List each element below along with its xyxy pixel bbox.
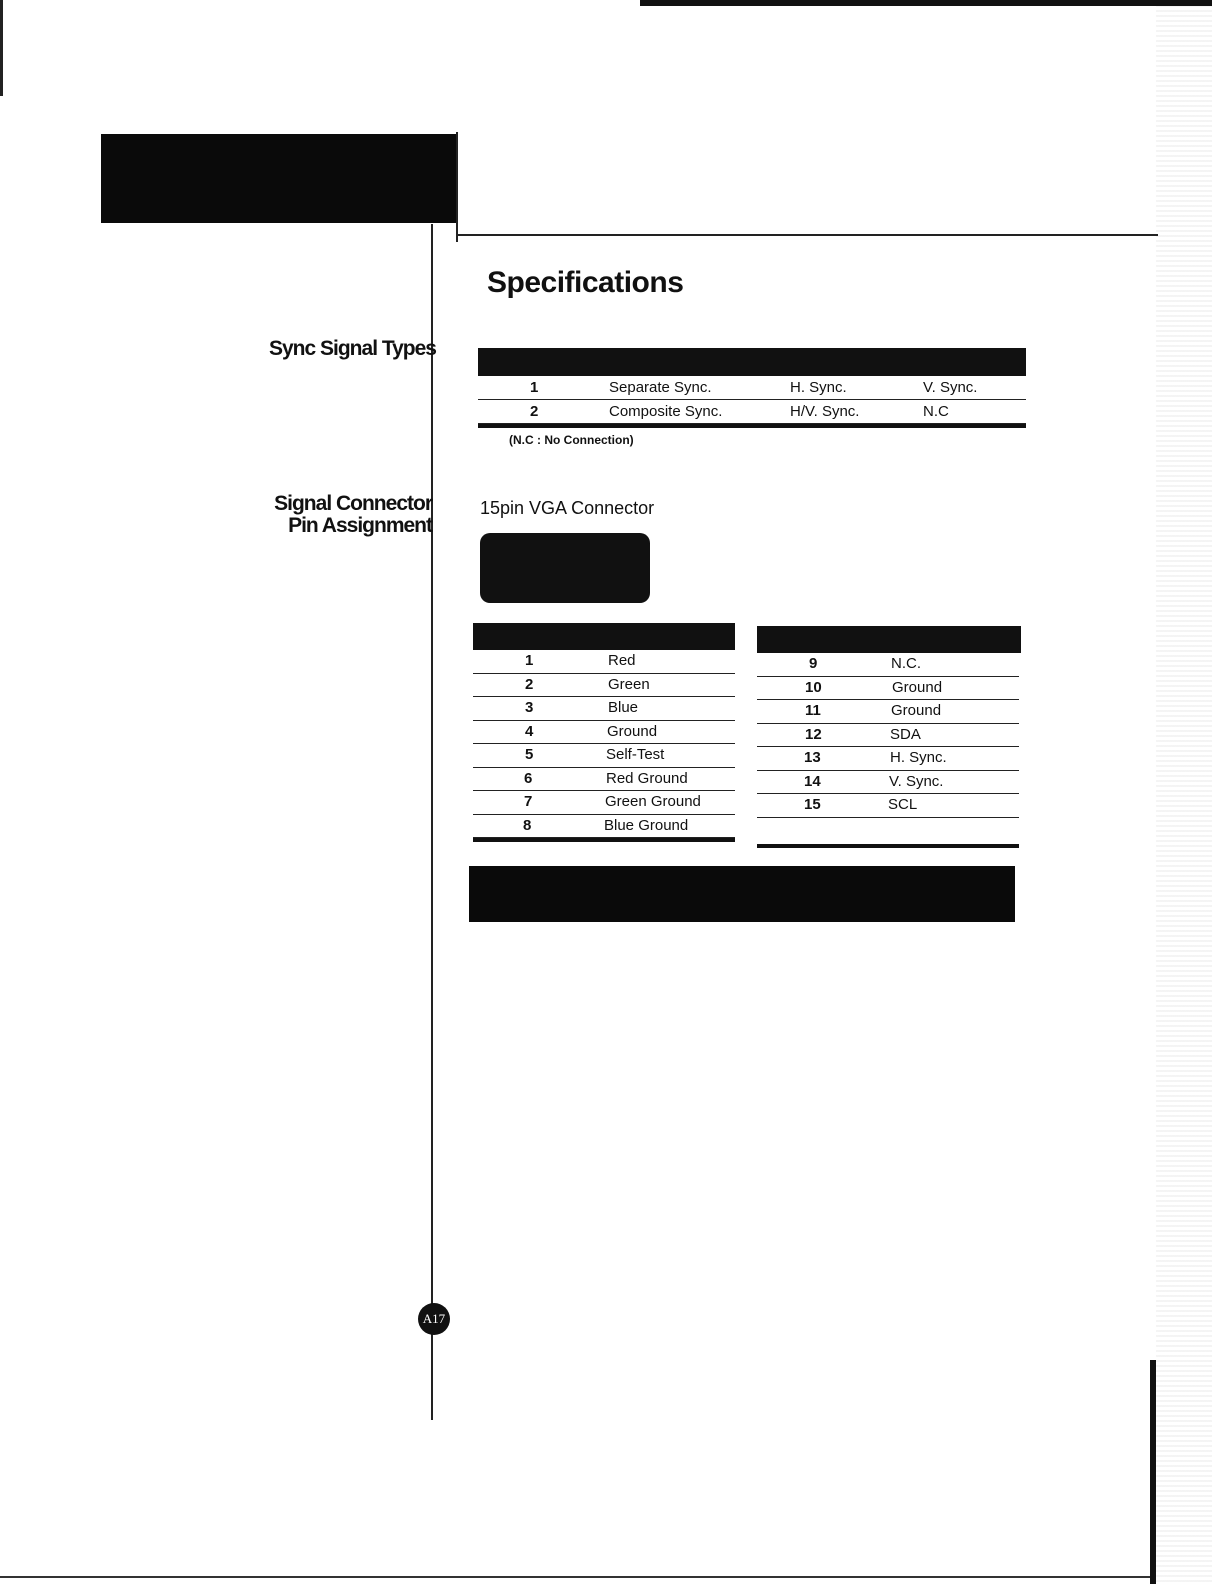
table-rule <box>757 844 1019 848</box>
pin-signal: Self-Test <box>606 746 665 763</box>
pin-number: 14 <box>804 772 821 790</box>
table-header <box>757 626 1021 653</box>
header-block <box>101 134 458 223</box>
header-rule <box>458 234 1158 236</box>
table-row <box>757 771 1019 795</box>
pin-signal: Blue <box>608 699 639 716</box>
pin-table-left <box>473 623 735 842</box>
connector-label: 15pin VGA Connector <box>480 498 655 518</box>
pin-signal: N.C. <box>891 655 921 672</box>
section-heading-connector <box>200 493 432 537</box>
table-row <box>473 674 735 698</box>
cell-no: 2 <box>530 403 539 420</box>
table-row <box>478 376 1026 400</box>
pin-signal: Ground <box>891 702 942 719</box>
pin-signal: V. Sync. <box>889 772 944 790</box>
table-row <box>757 700 1019 724</box>
scan-edge-left <box>0 0 3 96</box>
cell-no: 1 <box>530 379 539 396</box>
pin-number: 2 <box>525 675 534 693</box>
table-row <box>478 400 1026 424</box>
table-row <box>473 721 735 745</box>
table-row-empty <box>757 818 1019 841</box>
pin-signal: H. Sync. <box>890 749 947 766</box>
table-row <box>757 794 1019 818</box>
scan-edge-top <box>640 0 1212 6</box>
table-rule <box>473 838 735 842</box>
header-divider <box>456 132 458 242</box>
table-row <box>473 744 735 768</box>
margin-rule <box>431 224 433 1420</box>
scan-noise <box>1156 0 1212 1584</box>
pin-number: 13 <box>804 749 821 766</box>
pin-number: 7 <box>524 793 533 810</box>
table-header <box>473 623 735 650</box>
table-row <box>473 815 735 839</box>
pin-number: 8 <box>523 816 532 834</box>
table-row <box>757 677 1019 701</box>
pin-signal: Ground <box>892 678 943 696</box>
pin-signal: Green Ground <box>605 793 701 810</box>
pin-table-right <box>757 626 1019 848</box>
table-row <box>757 747 1019 771</box>
cell-type: Composite Sync. <box>609 403 723 420</box>
bottom-block <box>469 866 1015 922</box>
table-rule <box>478 424 1026 428</box>
pin-signal: Ground <box>607 722 658 740</box>
pin-signal: Blue Ground <box>604 816 689 834</box>
heading-line: Signal Connector <box>274 492 432 515</box>
pin-signal: SCL <box>888 796 918 813</box>
cell-sync: N.C <box>923 403 949 420</box>
table-row <box>757 653 1019 677</box>
heading-line: Pin Assignment <box>288 514 432 537</box>
pin-number: 3 <box>525 699 534 716</box>
pin-number: 9 <box>809 655 818 672</box>
pin-number: 11 <box>805 702 821 719</box>
pin-signal: Red Ground <box>606 769 688 787</box>
table-row <box>757 724 1019 748</box>
pin-number: 6 <box>524 769 533 787</box>
cell-sync: H. Sync. <box>790 379 847 396</box>
pin-number: 4 <box>525 722 534 740</box>
page-title: Specifications <box>487 266 684 299</box>
pin-number: 10 <box>805 678 822 696</box>
table-row <box>473 650 735 674</box>
cell-sync: V. Sync. <box>923 379 978 396</box>
table-row <box>473 791 735 815</box>
pin-number: 5 <box>525 746 534 763</box>
table-row <box>473 768 735 792</box>
cell-type: Separate Sync. <box>609 379 712 396</box>
scan-edge-bottom <box>0 1576 1150 1578</box>
cell-sync: H/V. Sync. <box>790 403 860 420</box>
section-heading-sync: Sync Signal Types <box>268 337 436 360</box>
vga-connector-image <box>480 533 650 603</box>
pin-signal: Red <box>608 652 636 669</box>
table-row <box>473 697 735 721</box>
footnote: (N.C : No Connection) <box>509 433 634 447</box>
pin-signal: Green <box>608 675 650 693</box>
page-number-badge: A17 <box>418 1303 450 1335</box>
sync-signal-table <box>478 348 1026 428</box>
pin-number: 15 <box>804 796 821 813</box>
scan-edge-right <box>1150 1360 1156 1584</box>
pin-signal: SDA <box>890 725 921 743</box>
pin-number: 12 <box>805 725 822 743</box>
pin-number: 1 <box>525 652 534 669</box>
table-header <box>478 348 1026 376</box>
